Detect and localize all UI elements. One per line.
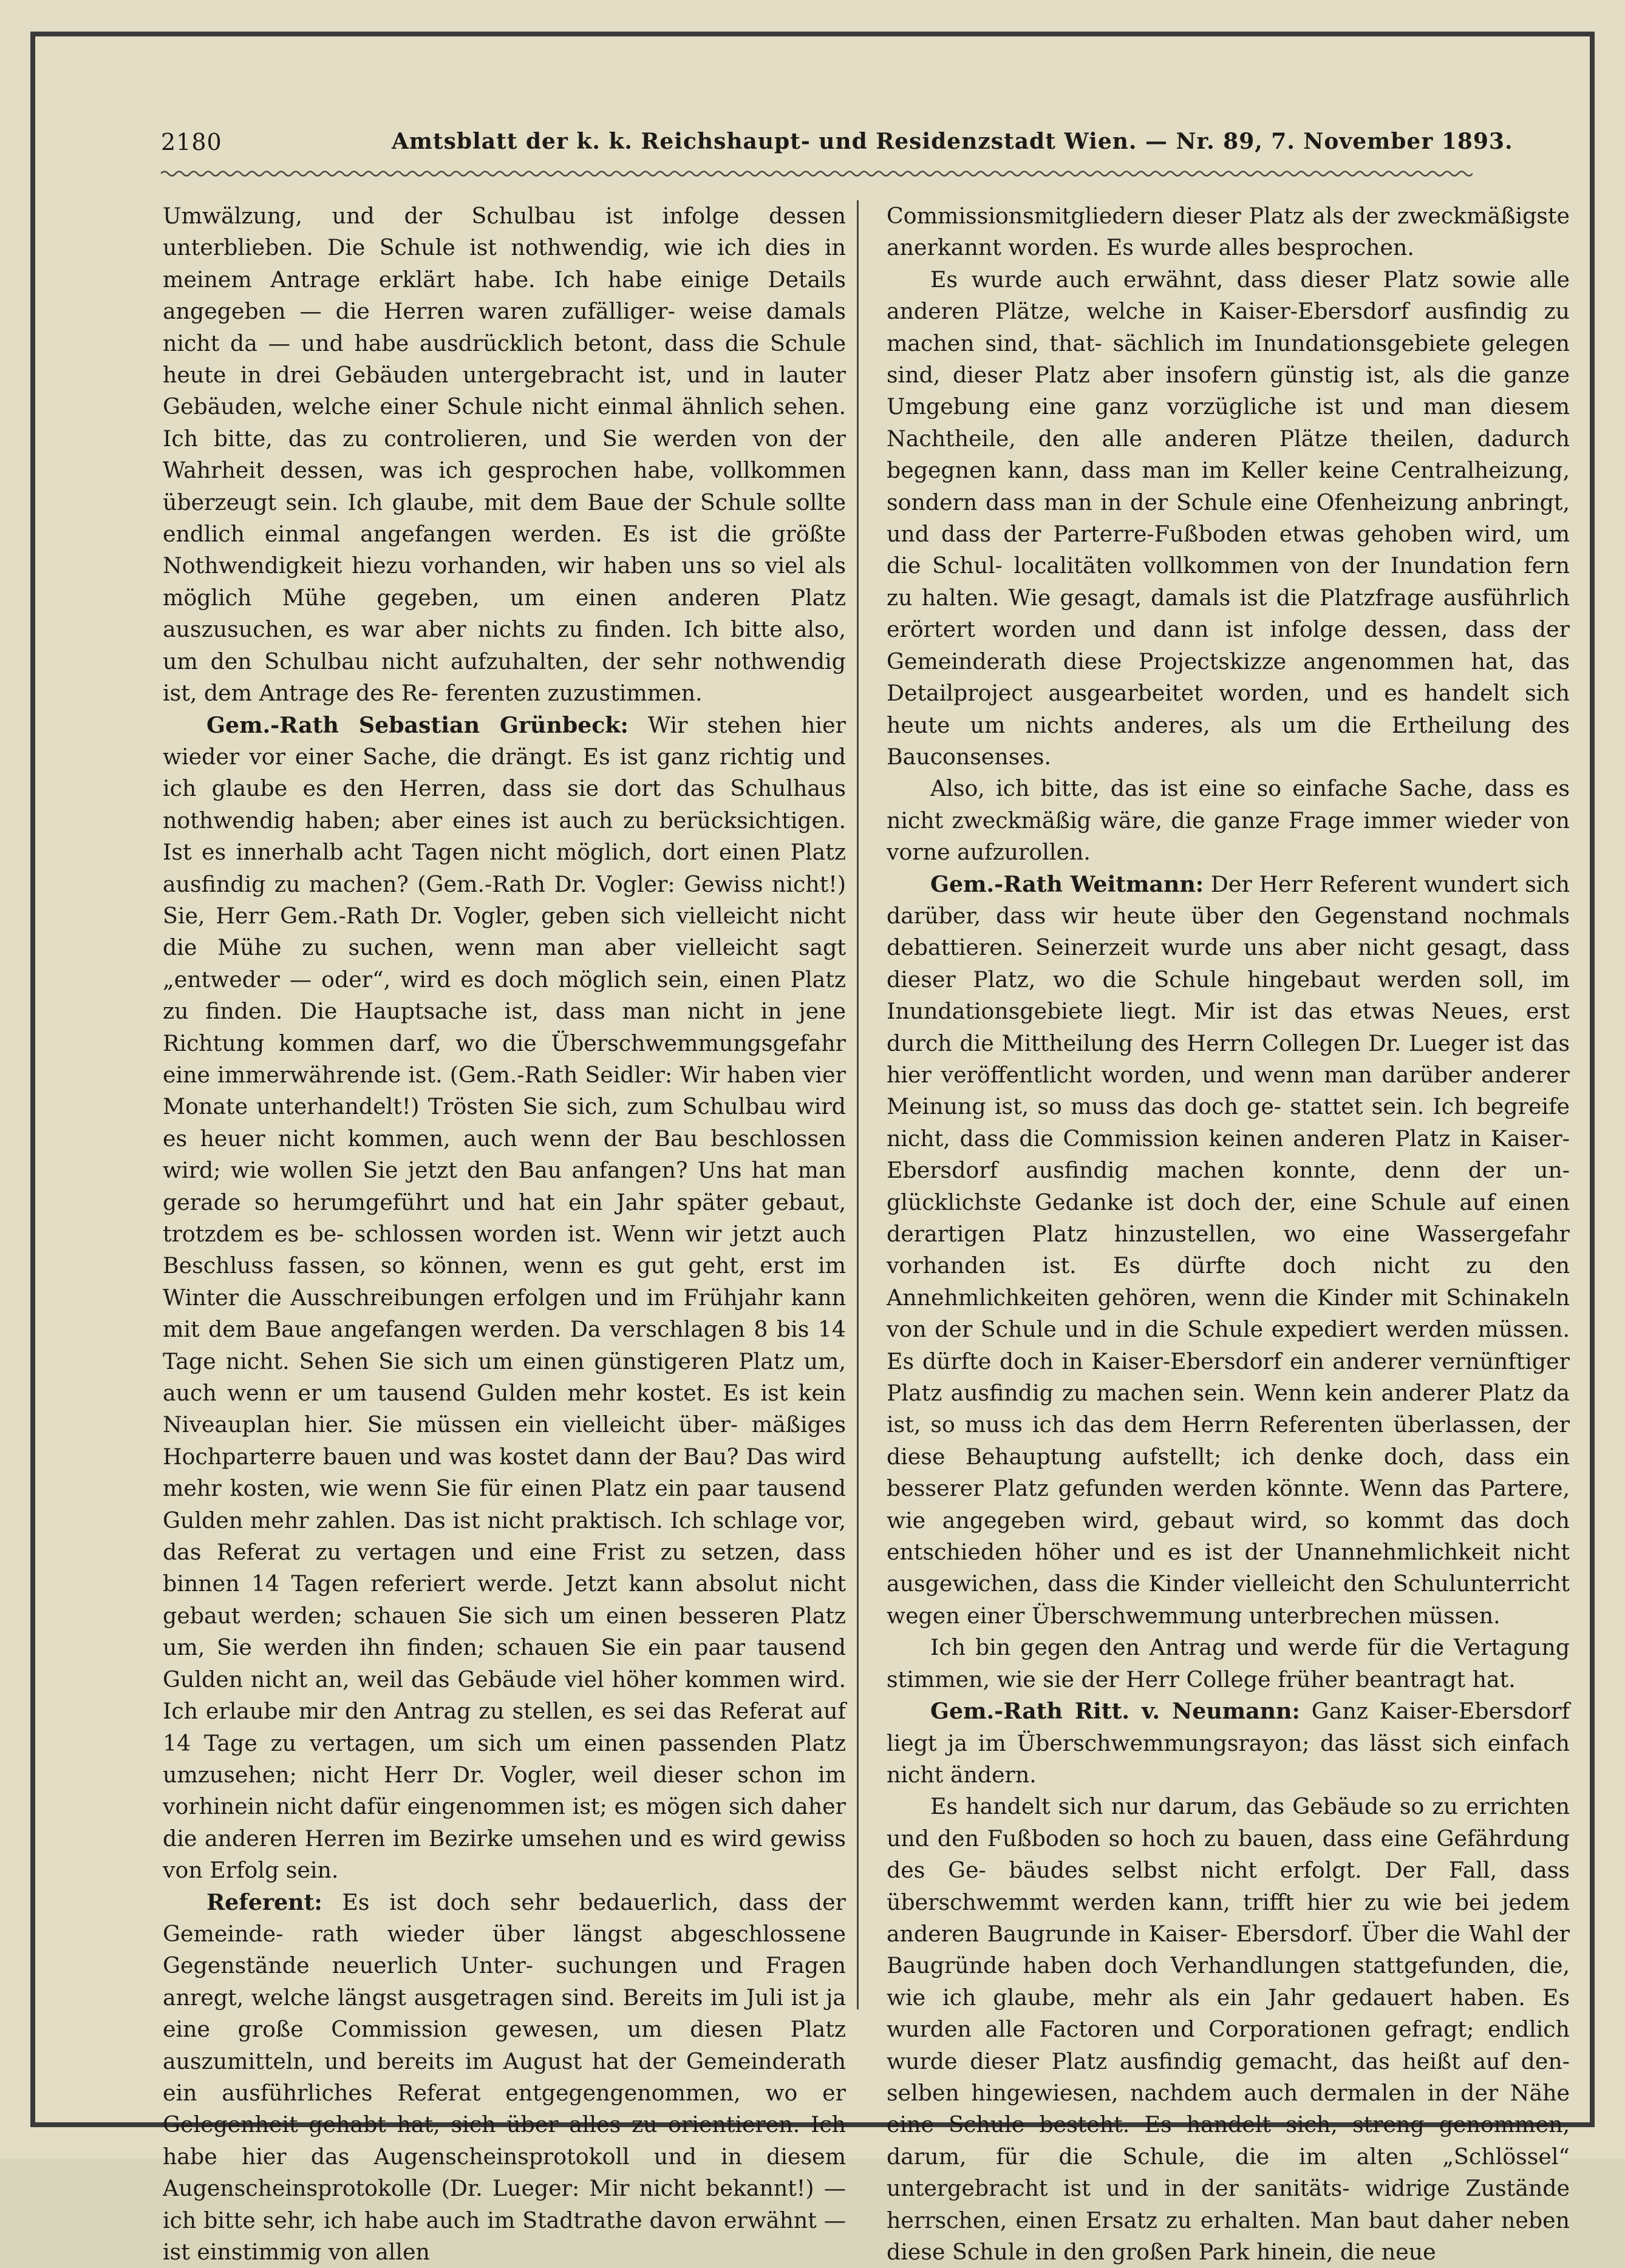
- paragraph-text: Ganz Kaiser-Ebersdorf liegt ja im Überschwemmungsrayon; das lässt sich einfach nicht ändern.: [887, 1698, 1570, 1788]
- paragraph: [887, 264, 1570, 773]
- paragraph-text: Wir stehen hier wieder vor einer Sache, die drängt. Es ist ganz richtig und ich glaube es den Herren, dass sie dort das Schulhaus nothwendig haben; aber eines ist auch zu berücksichtigen. Ist es innerhalb acht Tagen nicht möglich, dort einen Platz ausfindig zu machen? (Gem.-Rath Dr. Vogler: Gewiss nicht!) Sie, Herr Gem.-Rath Dr. Vogler, geben sich vielleicht nicht die Mühe zu suchen, wenn man aber vielleicht sagt „entweder — oder“, wird es doch möglich sein, einen Platz zu finden. Die Hauptsache ist, dass man nicht in jene Richtung kommen darf, wo die Überschwemmungsgefahr eine immerwährende ist. (Gem.-Rath Seidler: Wir haben vier Monate unterhandelt!) Trösten Sie sich, zum Schulbau wird es heuer nicht kommen, auch wenn der Bau beschlossen wird; wie wollen Sie jetzt den Bau anfangen? Uns hat man gerade so herumgeführt und hat ein Jahr später gebaut, trotzdem es be- schlossen worden ist. Wenn wir jetzt auch Beschluss fassen, so können, wenn es gut geht, erst im Winter die Ausschreibungen erfolgen und im Frühjahr kann mit dem Baue angefangen werden. Da verschlagen 8 bis 14 Tage nicht. Sehen Sie sich um einen günstigeren Platz um, auch wenn er um tausend Gulden mehr kostet. Es ist kein Niveauplan hier. Sie müssen ein vielleicht über- mäßiges Hochparterre bauen und was kostet dann der Bau? Das wird mehr kosten, wie wenn Sie für einen Platz ein paar tausend Gulden mehr zahlen. Das ist nicht praktisch. Ich schlage vor, das Referat zu vertagen und eine Frist zu setzen, dass binnen 14 Tagen referiert werde. Jetzt kann absolut nicht gebaut werden; schauen Sie sich um einen besseren Platz um, Sie werden ihn finden; schauen Sie ein paar tausend Gulden nicht an, weil das Gebäude viel höher kommen wird. Ich erlaube mir den Antrag zu stellen, es sei das Referat auf 14 Tage zu vertagen, um sich um einen passenden Platz umzusehen; nicht Herr Dr. Vogler, weil dieser schon im vorhinein nicht dafür eingenommen ist; es mögen sich daher die anderen Herren im Bezirke umsehen und es wird gewiss von Erfolg sein.: [163, 711, 847, 1884]
- page-header: [161, 129, 1513, 171]
- wavy-divider: [161, 168, 1473, 180]
- speaker-name: Gem.-Rath Ritt. v. Neumann:: [930, 1698, 1300, 1725]
- speech-paragraph: [887, 869, 1570, 1632]
- paragraph-text: Es wurde auch erwähnt, dass dieser Platz sowie alle anderen Plätze, welche in Kaiser-Ebersdorf ausfindig zu machen sind, that- sächlich im Inundationsgebiete gelegen sind, dieser Platz aber insofern günstig ist, als die ganze Umgebung eine ganz vorzügliche ist und man diesem Nachtheile, den alle anderen Plätze theilen, dadurch begegnen kann, dass man im Keller keine Centralheizung, sondern dass man in der Schule eine Ofenheizung anbringt, und dass der Parterre-Fußboden etwas gehoben wird, um die Schul- localitäten vollkommen von der Inundation fern zu halten. Wie gesagt, damals ist die Platzfrage ausführlich erörtert worden und dann ist infolge dessen, dass der Gemeinderath diese Projectskizze angenommen hat, das Detailproject ausgearbeitet worden, und es handelt sich heute um nichts anderes, als um die Ertheilung des Bauconsenses.: [887, 266, 1570, 770]
- paragraph: [887, 773, 1570, 868]
- paragraph-text: Commissionsmitgliedern dieser Platz als der zweckmäßigste anerkannt worden. Es wurde alles besprochen.: [887, 203, 1570, 261]
- left-column: [163, 200, 846, 2268]
- right-column: [887, 200, 1570, 2268]
- paragraph: [163, 200, 846, 710]
- running-title: Amtsblatt der k. k. Reichshaupt- und Residenzstadt Wien. — Nr. 89, 7. November 1893.: [392, 129, 1513, 154]
- speech-paragraph: [887, 1696, 1570, 1791]
- speaker-name: Gem.-Rath Sebastian Grünbeck:: [206, 711, 629, 738]
- speech-paragraph: [163, 1887, 846, 2268]
- column-divider: [857, 200, 859, 2009]
- page-number: 2180: [161, 129, 222, 155]
- paragraph-text: Also, ich bitte, das ist eine so einfache Sache, dass es nicht zweckmäßig wäre, die ganze Frage immer wieder von vorne aufzurollen.: [887, 775, 1570, 866]
- speaker-name: Gem.-Rath Weitmann:: [930, 871, 1204, 897]
- paragraph: [887, 200, 1570, 264]
- paragraph-text: Es ist doch sehr bedauerlich, dass der Gemeinde- rath wieder über längst abgeschlossene Gegenstände neuerlich Unter- suchungen und Fragen anregt, welche längst ausgetragen sind. Bereits im Juli ist ja eine große Commission gewesen, um diesen Platz auszumitteln, und bereits im August hat der Gemeinderath ein ausführliches Referat entgegengenommen, wo er Gelegenheit gehabt hat, sich über alles zu orientieren. Ich habe hier das Augenscheinsprotokoll und in diesem Augenscheinsprotokolle (Dr. Lueger: Mir nicht bekannt!) — ich bitte sehr, ich habe auch im Stadtrathe davon erwähnt — ist einstimmig von allen: [163, 1889, 846, 2265]
- speaker-name: Referent:: [206, 1889, 322, 1915]
- paragraph-text: Umwälzung, und der Schulbau ist infolge dessen unterblieben. Die Schule ist nothwendig, wie ich dies in meinem Antrage erklärt habe. Ich habe einige Details angegeben — die Herren waren zufälliger- weise damals nicht da — und habe ausdrücklich betont, dass die Schule heute in drei Gebäuden untergebracht ist, und in lauter Gebäuden, welche einer Schule nicht einmal ähnlich sehen. Ich bitte, das zu controlieren, und Sie werden von der Wahrheit dessen, was ich gesprochen habe, vollkommen überzeugt sein. Ich glaube, mit dem Baue der Schule sollte endlich einmal angefangen werden. Es ist die größte Nothwendigkeit hiezu vorhanden, wir haben uns so viel als möglich Mühe gegeben, um einen anderen Platz auszusuchen, es war aber nichts zu finden. Ich bitte also, um den Schulbau nicht aufzuhalten, der sehr nothwendig ist, dem Antrage des Re- ferenten zuzustimmen.: [163, 203, 846, 707]
- paragraph-text: Ich bin gegen den Antrag und werde für die Vertagung stimmen, wie sie der Herr College früher beantragt hat.: [887, 1634, 1570, 1693]
- paragraph: [887, 1632, 1570, 1696]
- paragraph-text: Es handelt sich nur darum, das Gebäude so zu errichten und den Fußboden so hoch zu bauen, dass eine Gefährdung des Ge- bäudes selbst nicht erfolgt. Der Fall, dass überschwemmt werden kann, trifft hier zu wie bei jedem anderen Baugrunde in Kaiser- Ebersdorf. Über die Wahl der Baugründe haben doch Verhandlungen stattgefunden, die, wie ich glaube, mehr als ein Jahr gedauert haben. Es wurden alle Factoren und Corporationen gefragt; endlich wurde dieser Platz ausfindig gemacht, das heißt auf den- selben hingewiesen, nachdem auch dermalen in der Nähe eine Schule besteht. Es handelt sich, streng genommen, darum, für die Schule, die im alten „Schlössel“ untergebracht ist und in der sanitäts- widrige Zustände herrschen, einen Ersatz zu erhalten. Man baut daher neben diese Schule in den großen Park hinein, die neue: [887, 1793, 1570, 2265]
- paragraph-text: Der Herr Referent wundert sich darüber, dass wir heute über den Gegenstand nochmals debattieren. Seinerzeit wurde uns aber nicht gesagt, dass dieser Platz, wo die Schule hingebaut werden soll, im Inundationsgebiete liegt. Mir ist das etwas Neues, erst durch die Mittheilung des Herrn Collegen Dr. Lueger ist das hier veröffentlicht worden, und wenn man darüber anderer Meinung ist, so muss das doch ge- stattet sein. Ich begreife nicht, dass die Commission keinen anderen Platz in Kaiser-Ebersdorf ausfindig machen konnte, denn der un- glücklichste Gedanke ist doch der, eine Schule auf einen derartigen Platz hinzustellen, wo eine Wassergefahr vorhanden ist. Es dürfte doch nicht zu den Annehmlichkeiten gehören, wenn die Kinder mit Schinakeln von der Schule und in die Schule expediert werden müssen. Es dürfte doch in Kaiser-Ebersdorf ein anderer vernünftiger Platz ausfindig zu machen sein. Wenn kein anderer Platz da ist, so muss ich das dem Herrn Referenten überlassen, der diese Behauptung aufstellt; ich denke doch, dass ein besserer Platz gefunden werden könnte. Wenn das Partere, wie angegeben wird, gebaut wird, so kommt das doch entschieden höher und es ist der Unannehmlichkeit nicht ausgewichen, dass die Kinder vielleicht den Schulunterricht wegen einer Überschwemmung unterbrechen müssen.: [887, 871, 1570, 1629]
- speech-paragraph: [163, 710, 846, 1887]
- paragraph: [887, 1791, 1570, 2268]
